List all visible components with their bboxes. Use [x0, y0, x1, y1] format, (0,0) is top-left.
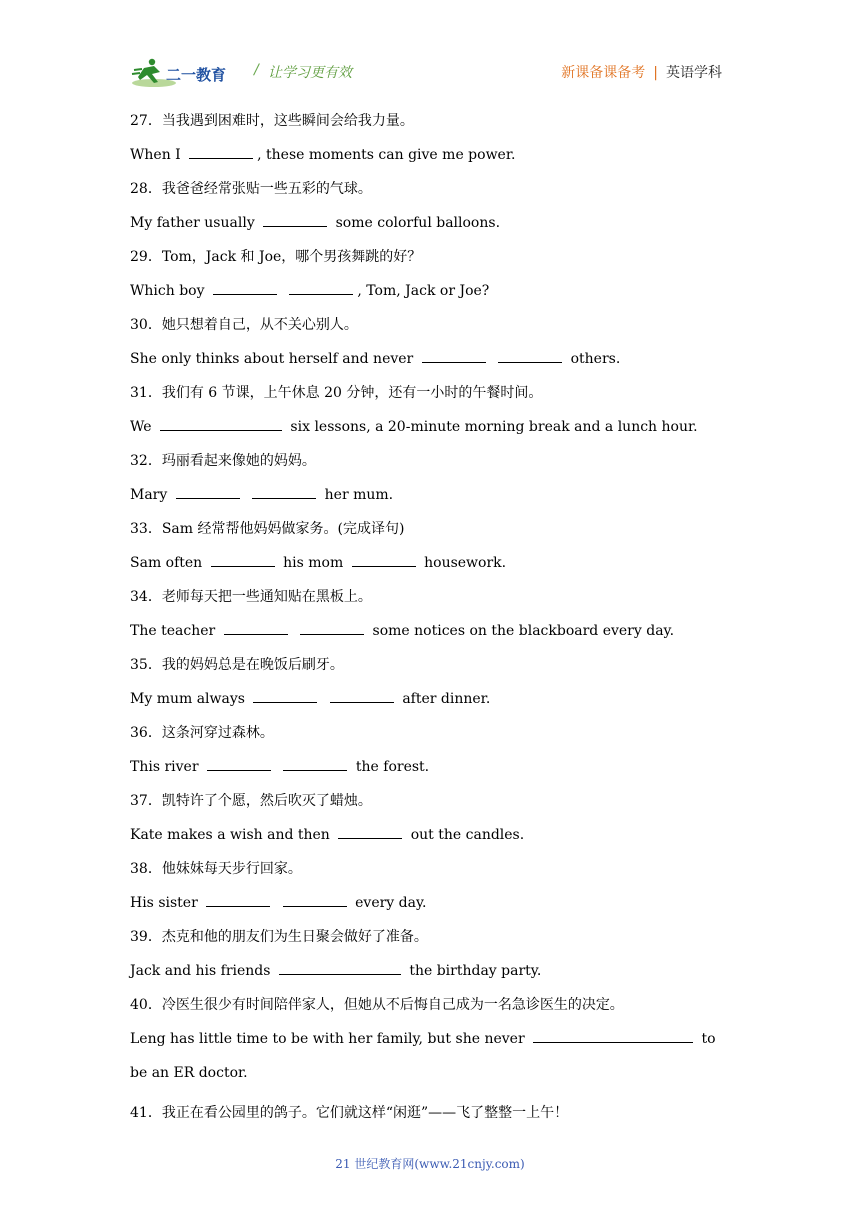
subject-label: 英语学科	[666, 65, 722, 81]
answer-blank[interactable]	[422, 348, 486, 363]
answer-blank[interactable]	[253, 688, 317, 703]
answer-blank[interactable]	[300, 620, 364, 635]
question-prompt: 41．我正在看公园里的鸽子。它们就这样“闲逛”——飞了整整一上午！	[130, 1105, 569, 1121]
page-header	[0, 0, 860, 100]
answer-line: We six lessons, a 20-minute morning break and a lunch hour.	[130, 416, 730, 438]
answer-blank[interactable]	[283, 756, 347, 771]
answer-blank[interactable]	[176, 484, 240, 499]
answer-blank[interactable]	[352, 552, 416, 567]
answer-line: She only thinks about herself and never others.	[130, 348, 730, 370]
answer-blank[interactable]	[211, 552, 275, 567]
answer-blank[interactable]	[206, 892, 270, 907]
answer-line: Which boy , Tom, Jack or Joe?	[130, 280, 730, 302]
question-prompt: 39．杰克和他的朋友们为生日聚会做好了准备。	[130, 929, 428, 945]
answer-blank[interactable]	[289, 280, 353, 295]
answer-blank[interactable]	[189, 144, 253, 159]
answer-blank[interactable]	[207, 756, 271, 771]
question-prompt: 30．她只想着自己，从不关心别人。	[130, 317, 358, 333]
answer-blank[interactable]	[263, 212, 327, 227]
answer-blank[interactable]	[498, 348, 562, 363]
answer-blank[interactable]	[330, 688, 394, 703]
answer-line: Leng has little time to be with her family, but she never to be an ER doctor.	[130, 1022, 730, 1090]
question-prompt: 37．凯特许了个愿，然后吹灭了蜡烛。	[130, 793, 372, 809]
question-prompt: 40．冷医生很少有时间陪伴家人，但她从不后悔自己成为一名急诊医生的决定。	[130, 997, 624, 1013]
answer-line: His sister every day.	[130, 892, 730, 914]
answer-line: Sam often his mom housework.	[130, 552, 730, 574]
slogan: 让学习更有效	[268, 65, 352, 81]
question-prompt: 32．玛丽看起来像她的妈妈。	[130, 453, 316, 469]
question-prompt: 27．当我遇到困难时，这些瞬间会给我力量。	[130, 113, 414, 129]
course-label: 新课备课备考	[561, 65, 646, 81]
answer-blank[interactable]	[279, 960, 401, 975]
slogan-separator: /	[254, 62, 259, 78]
answer-line: My father usually some colorful balloons.	[130, 212, 730, 234]
answer-line: The teacher some notices on the blackboard every day.	[130, 620, 730, 642]
answer-line: When I , these moments can give me power.	[130, 144, 730, 166]
header-right	[561, 62, 722, 82]
answer-blank[interactable]	[252, 484, 316, 499]
logo	[130, 56, 240, 90]
answer-blank[interactable]	[160, 416, 282, 431]
answer-blank[interactable]	[338, 824, 402, 839]
question-prompt: 35．我的妈妈总是在晚饭后刷牙。	[130, 657, 344, 673]
question-prompt: 34．老师每天把一些通知贴在黑板上。	[130, 589, 372, 605]
page-footer[interactable]: 21 世纪教育网(www.21cnjy.com)	[335, 1157, 525, 1171]
question-prompt: 28．我爸爸经常张贴一些五彩的气球。	[130, 181, 372, 197]
exercise-list	[130, 110, 730, 1136]
question-prompt: 31．我们有 6 节课，上午休息 20 分钟，还有一小时的午餐时间。	[130, 385, 543, 401]
answer-blank[interactable]	[224, 620, 288, 635]
question-prompt: 33．Sam 经常帮他妈妈做家务。(完成译句)	[130, 521, 405, 537]
answer-line: My mum always after dinner.	[130, 688, 730, 710]
answer-line: Kate makes a wish and then out the candles.	[130, 824, 730, 846]
header-separator: |	[653, 65, 658, 81]
answer-blank[interactable]	[213, 280, 277, 295]
answer-line: Jack and his friends the birthday party.	[130, 960, 730, 982]
answer-blank[interactable]	[283, 892, 347, 907]
question-prompt: 38．他妹妹每天步行回家。	[130, 861, 302, 877]
answer-blank[interactable]	[533, 1028, 693, 1043]
answer-line: Mary her mum.	[130, 484, 730, 506]
question-prompt: 36．这条河穿过森林。	[130, 725, 274, 741]
logo-text: 二一教育	[166, 66, 227, 84]
question-prompt: 29．Tom，Jack 和 Joe，哪个男孩舞跳的好？	[130, 249, 422, 265]
answer-line: This river the forest.	[130, 756, 730, 778]
